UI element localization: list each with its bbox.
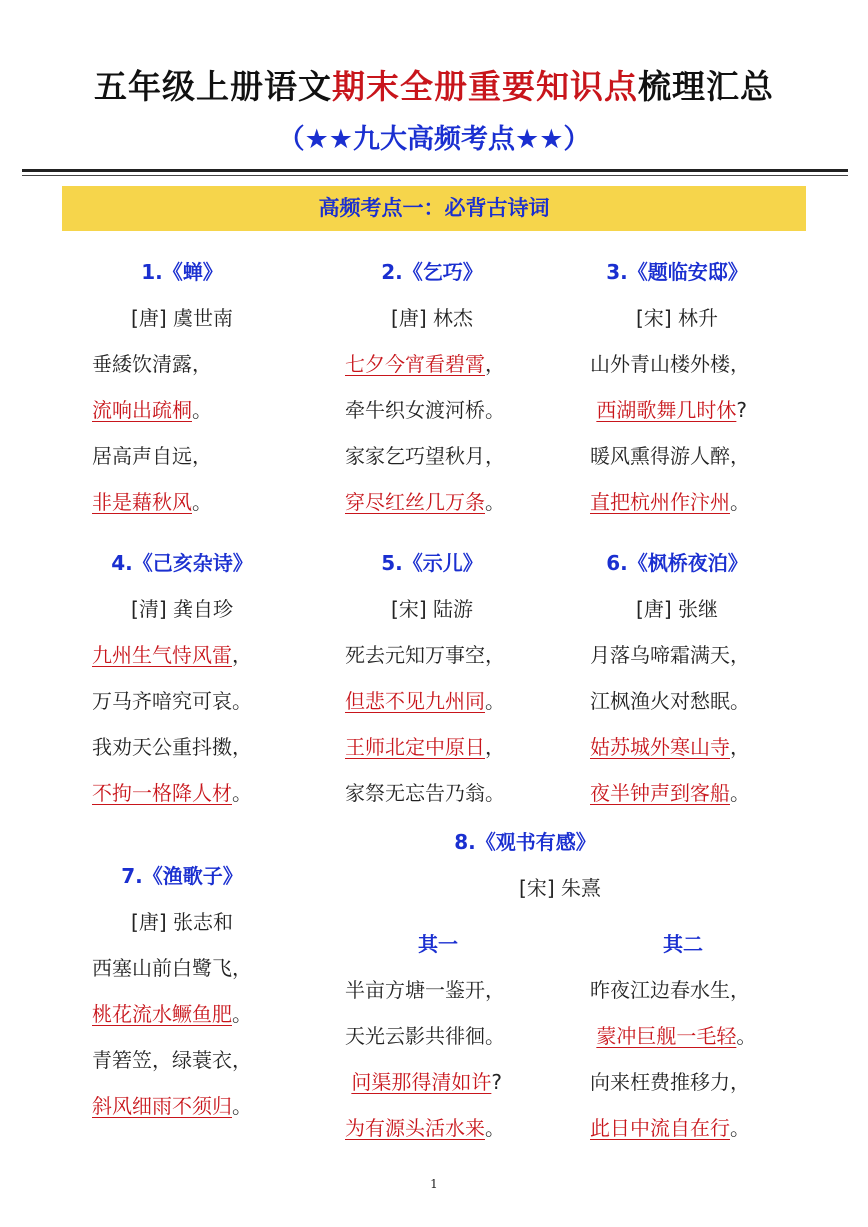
poem-part-heading: 其一 bbox=[418, 932, 458, 956]
poem-line bbox=[345, 778, 505, 808]
header-divider-thick bbox=[22, 169, 848, 172]
poem-line-text: 西塞山前白鹭飞， bbox=[92, 956, 252, 980]
header-divider-thin bbox=[22, 175, 848, 176]
title-part-3: 梳理汇总 bbox=[638, 67, 774, 106]
poem-author: [唐] 张志和 bbox=[131, 910, 233, 934]
poem-line-text: 暖风熏得游人醉， bbox=[590, 444, 750, 468]
poem-line bbox=[92, 487, 212, 517]
page-title bbox=[0, 62, 868, 112]
poem-line bbox=[590, 1067, 750, 1097]
poem-line-key-phrase: 直把杭州作汴州 bbox=[590, 490, 730, 514]
section-heading: 高频考点一：必背古诗词 bbox=[62, 186, 806, 231]
poem-line-key-phrase: 斜风细雨不须归 bbox=[92, 1094, 232, 1118]
poem-line bbox=[590, 1113, 750, 1143]
poem-line-text: 向来枉费推移力， bbox=[590, 1070, 750, 1094]
poem-line bbox=[92, 349, 212, 379]
poem-author: [唐] 林杰 bbox=[391, 306, 473, 330]
poem-line-text: 。 bbox=[730, 781, 750, 805]
poem-line-text: 死去元知万事空， bbox=[345, 643, 505, 667]
poem-author: [宋] 林升 bbox=[636, 306, 718, 330]
poem-line-key-phrase: 非是藉秋风 bbox=[92, 490, 192, 514]
poem-line-key-phrase: 但悲不见九州同 bbox=[345, 689, 485, 713]
poem-title: 3.《题临安邸》 bbox=[606, 260, 748, 284]
poem-line-text: 青箬笠，绿蓑衣， bbox=[92, 1048, 252, 1072]
poem-line-key-phrase: 西湖歌舞几时休 bbox=[596, 398, 737, 422]
poem-line bbox=[92, 778, 252, 808]
poem-author: [宋] 朱熹 bbox=[519, 876, 601, 900]
poem-line bbox=[92, 732, 252, 762]
page-subtitle: （★★九大高频考点★★） bbox=[277, 124, 591, 155]
poem-line-text: ? bbox=[736, 398, 747, 422]
poem-line-key-phrase: 七夕今宵看碧霄 bbox=[345, 352, 485, 376]
poem-line bbox=[345, 395, 505, 425]
poem-line-key-phrase: 桃花流水鳜鱼肥 bbox=[92, 1002, 232, 1026]
poem-line-text: 。 bbox=[730, 1116, 750, 1140]
poem-line-key-phrase: 流响出疏桐 bbox=[92, 398, 192, 422]
poem-line bbox=[590, 778, 750, 808]
poem-line-key-phrase: 蒙冲巨舰一毛轻 bbox=[596, 1024, 737, 1048]
poem-line-key-phrase: 夜半钟声到客船 bbox=[590, 781, 730, 805]
poem-title: 6.《枫桥夜泊》 bbox=[606, 551, 748, 575]
poem-line-text: ， bbox=[485, 735, 505, 759]
poem-line-key-phrase: 九州生气恃风雷 bbox=[92, 643, 232, 667]
poem-line bbox=[345, 1067, 502, 1097]
poem-line bbox=[92, 1045, 252, 1075]
poem-line bbox=[345, 441, 505, 471]
poem-line-text: 天光云影共徘徊。 bbox=[345, 1024, 505, 1048]
page-number: 1 bbox=[430, 1177, 438, 1191]
poem-author: [宋] 陆游 bbox=[391, 597, 473, 621]
poem-line-text: 。 bbox=[485, 689, 505, 713]
poem-line bbox=[92, 395, 212, 425]
poem-title: 2.《乞巧》 bbox=[381, 260, 483, 284]
poem-line-key-phrase: 穿尽红丝几万条 bbox=[345, 490, 485, 514]
poem-line-text: 江枫渔火对愁眠。 bbox=[590, 689, 750, 713]
poem-line-text: ， bbox=[232, 643, 252, 667]
poem-title: 8.《观书有感》 bbox=[454, 830, 596, 854]
poem-line bbox=[345, 349, 505, 379]
poem-author: [唐] 虞世南 bbox=[131, 306, 233, 330]
poem-line bbox=[92, 441, 212, 471]
poem-line-key-phrase: 此日中流自在行 bbox=[590, 1116, 730, 1140]
poem-line bbox=[345, 1113, 505, 1143]
poem-line bbox=[92, 999, 252, 1029]
poem-line-key-phrase: 不拘一格降人材 bbox=[92, 781, 232, 805]
poem-line bbox=[345, 1021, 505, 1051]
poem-line-key-phrase: 问渠那得清如许 bbox=[351, 1070, 492, 1094]
poem-title: 4.《己亥杂诗》 bbox=[111, 551, 253, 575]
poem-line bbox=[345, 732, 505, 762]
poem-line bbox=[590, 640, 750, 670]
poem-line bbox=[345, 975, 505, 1005]
poem-line-text: 。 bbox=[736, 1024, 757, 1048]
poem-line-text: 昨夜江边春水生， bbox=[590, 978, 750, 1002]
poem-line bbox=[590, 395, 747, 425]
poem-line bbox=[590, 686, 750, 716]
poem-line bbox=[590, 732, 750, 762]
poem-author: [唐] 张继 bbox=[636, 597, 718, 621]
poem-line bbox=[92, 1091, 252, 1121]
poem-line-text: 。 bbox=[192, 398, 212, 422]
poem-line bbox=[590, 487, 750, 517]
poem-line bbox=[590, 1021, 756, 1051]
poem-line-text: 万马齐喑究可哀。 bbox=[92, 689, 252, 713]
poem-line-text: 半亩方塘一鉴开， bbox=[345, 978, 505, 1002]
poem-line-text: 月落乌啼霜满天， bbox=[590, 643, 750, 667]
poem-line-text: 。 bbox=[485, 490, 505, 514]
poem-line-text: ? bbox=[491, 1070, 502, 1094]
poem-line-text: 山外青山楼外楼， bbox=[590, 352, 750, 376]
poem-line-text: 牵牛织女渡河桥。 bbox=[345, 398, 505, 422]
poem-line-key-phrase: 姑苏城外寒山寺 bbox=[590, 735, 730, 759]
poem-line-text: 。 bbox=[730, 490, 750, 514]
poem-line-text: 家祭无忘告乃翁。 bbox=[345, 781, 505, 805]
poem-title: 1.《蝉》 bbox=[141, 260, 223, 284]
poem-line-text: 家家乞巧望秋月， bbox=[345, 444, 505, 468]
poem-line bbox=[92, 686, 252, 716]
poem-title: 5.《示儿》 bbox=[381, 551, 483, 575]
poem-line-text: 。 bbox=[232, 1094, 252, 1118]
poem-title: 7.《渔歌子》 bbox=[121, 864, 243, 888]
poem-line bbox=[345, 487, 505, 517]
poem-line-text: 我劝天公重抖擞， bbox=[92, 735, 252, 759]
poem-line bbox=[92, 953, 252, 983]
poem-line bbox=[92, 640, 252, 670]
poem-line bbox=[590, 441, 750, 471]
poem-line bbox=[345, 640, 505, 670]
poem-line bbox=[590, 975, 750, 1005]
poem-line-key-phrase: 为有源头活水来 bbox=[345, 1116, 485, 1140]
title-part-2: 期末全册重要知识点 bbox=[332, 67, 638, 106]
poem-line-text: 。 bbox=[232, 781, 252, 805]
poem-author: [清] 龚自珍 bbox=[131, 597, 233, 621]
poem-part-heading: 其二 bbox=[663, 932, 703, 956]
poem-line bbox=[590, 349, 750, 379]
poem-line-text: 。 bbox=[192, 490, 212, 514]
poem-line-text: 居高声自远， bbox=[92, 444, 212, 468]
title-part-1: 五年级上册语文 bbox=[94, 67, 332, 106]
poem-line-text: 。 bbox=[485, 1116, 505, 1140]
poem-line-text: 。 bbox=[232, 1002, 252, 1026]
poem-line-text: ， bbox=[730, 735, 750, 759]
poem-line-text: ， bbox=[485, 352, 505, 376]
poem-line bbox=[345, 686, 505, 716]
poem-line-text: 垂緌饮清露， bbox=[92, 352, 212, 376]
poem-line-key-phrase: 王师北定中原日 bbox=[345, 735, 485, 759]
